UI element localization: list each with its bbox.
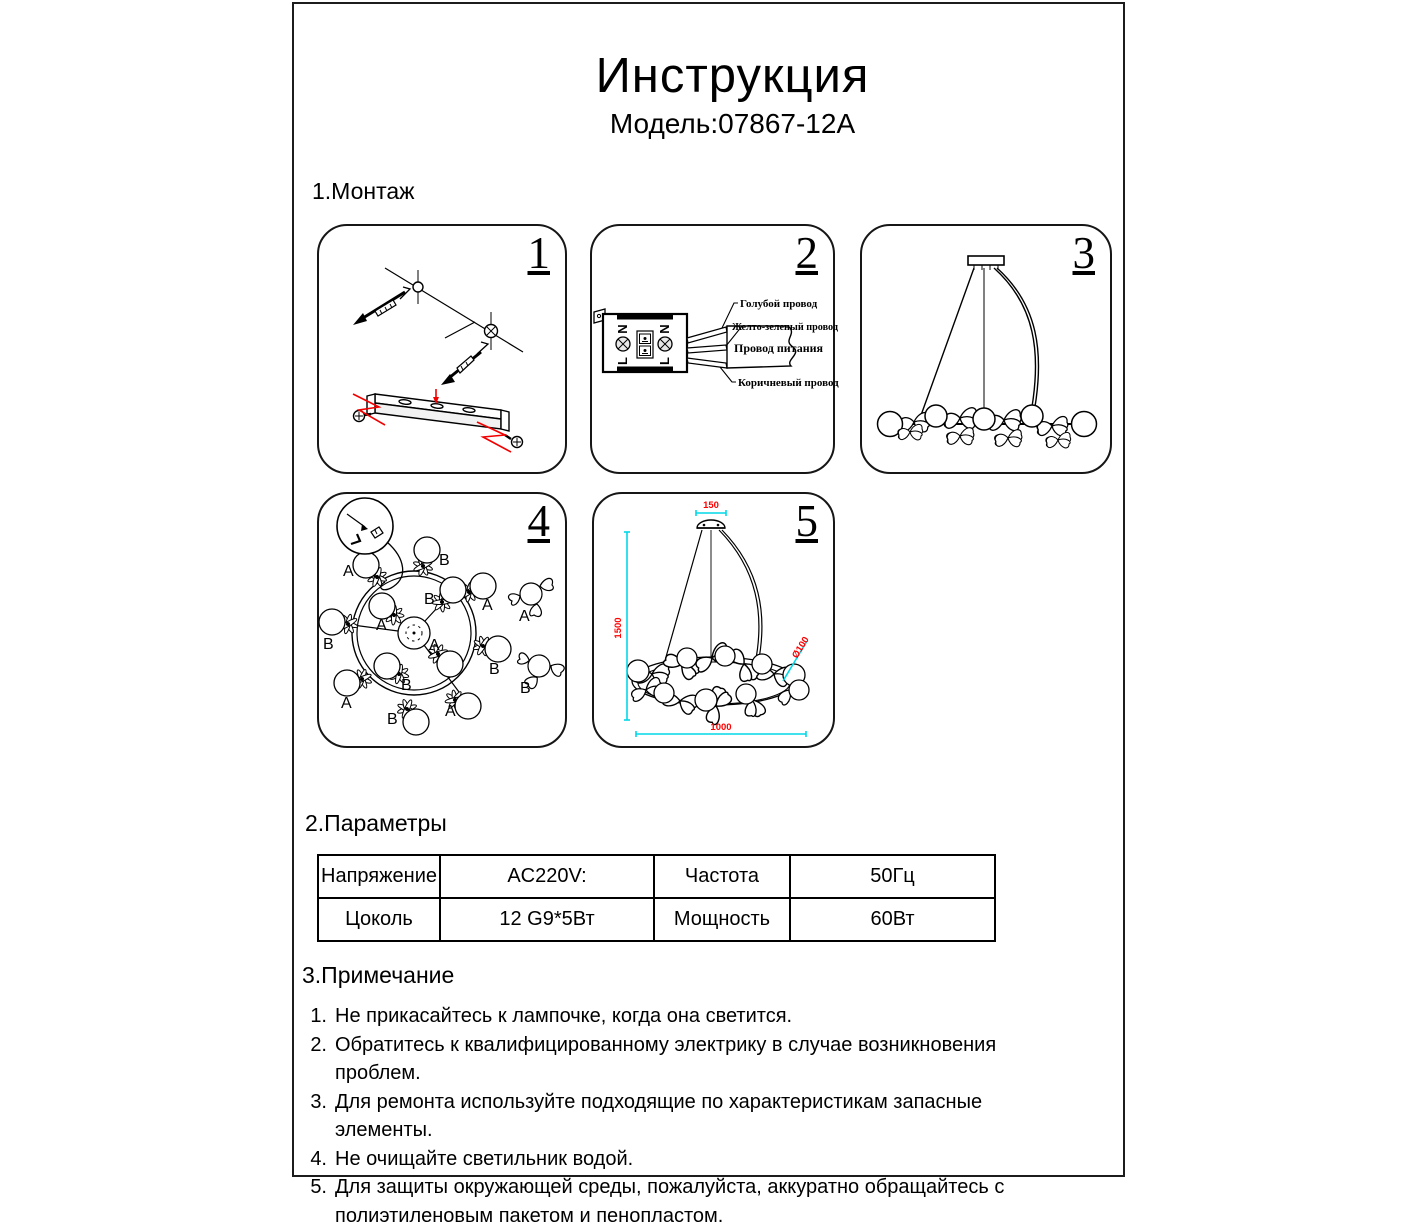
panel-number: 1 <box>527 228 550 278</box>
letter-b: B <box>489 661 500 678</box>
params-table <box>317 854 996 942</box>
table-row <box>318 855 995 898</box>
section-heading-params: 2.Параметры <box>305 810 447 836</box>
detail-clusters <box>507 578 566 697</box>
note-text: Для защиты окружающей среды, пожалуйста, аккуратно обращайтесь с полиэтиленовым пакетом и пенопластом. <box>335 1176 1005 1227</box>
section-heading-montage: 1.Монтаж <box>312 178 415 204</box>
cluster-b-label: B <box>520 680 531 697</box>
letter-a: A <box>343 563 354 580</box>
list-item <box>300 1002 1047 1031</box>
wire-blue-label: Голубой провод <box>740 298 818 310</box>
list-item <box>300 1031 1047 1088</box>
terminal-label-l-right: L <box>657 357 672 365</box>
terminal-label-l-left: L <box>615 357 630 365</box>
dim-canopy-width: 150 <box>703 500 719 511</box>
param-power-label: Мощность <box>654 898 790 941</box>
param-voltage-label: Напряжение <box>318 855 440 898</box>
table-row <box>318 898 995 941</box>
terminal-block <box>594 309 687 372</box>
letter-b: B <box>387 711 398 728</box>
wires <box>687 327 727 368</box>
screw-anchor-1 <box>353 287 410 325</box>
terminal-label-n-right: N <box>657 324 672 334</box>
panel-number: 2 <box>795 228 818 278</box>
panel-4-topview <box>317 492 567 748</box>
panel-number: 4 <box>527 496 550 546</box>
note-text: Для ремонта используйте подходящие по характеристикам запасные элементы. <box>335 1090 983 1141</box>
note-number: 2. <box>310 1033 327 1056</box>
cluster-a-label: A <box>519 608 530 625</box>
notes-list <box>300 1002 1047 1230</box>
letter-a: A <box>376 617 387 634</box>
letter-a: A <box>429 637 440 654</box>
hub <box>398 617 430 649</box>
note-number: 1. <box>310 1005 327 1027</box>
param-frequency-value: 50Гц <box>790 855 995 898</box>
dim-height: 1500 <box>613 617 624 639</box>
panel-number: 5 <box>795 496 818 546</box>
note-number: 5. <box>310 1176 327 1198</box>
chandelier-body <box>878 405 1097 448</box>
letter-b: B <box>323 636 334 653</box>
terminal-label-n-left: N <box>615 324 630 334</box>
panel-3-hanging <box>860 224 1112 474</box>
panel-5-dimensions <box>592 492 835 748</box>
panel-2-wiring <box>590 224 839 474</box>
wire-brown-label: Коричневый провод <box>738 377 839 389</box>
param-power-value: 60Вт <box>790 898 995 941</box>
panel-number: 3 <box>1072 228 1095 278</box>
param-socket-value: 12 G9*5Вт <box>440 898 654 941</box>
letter-b: B <box>401 677 412 694</box>
letter-a: A <box>482 597 493 614</box>
letter-b: B <box>439 552 450 569</box>
page-frame <box>292 2 1125 1227</box>
letter-b: B <box>424 591 435 608</box>
list-item <box>300 1088 1047 1145</box>
note-number: 3. <box>310 1090 327 1113</box>
panel-1-mounting <box>317 224 567 474</box>
param-frequency-label: Частота <box>654 855 790 898</box>
suspension-cables <box>664 530 762 664</box>
param-socket-label: Цоколь <box>318 898 440 941</box>
wire-yellow-green-label: Желто-зеленый провод <box>732 322 839 333</box>
dim-diameter: 1000 <box>710 722 732 733</box>
note-text: Не прикасайтесь к лампочке, когда она светится. <box>335 1005 793 1027</box>
mounting-bracket <box>367 394 509 431</box>
suspension-cables <box>920 268 1039 418</box>
wall-line <box>385 268 523 352</box>
note-number: 4. <box>310 1147 327 1170</box>
letter-a: A <box>341 695 352 712</box>
note-text: Не очищайте светильник водой. <box>335 1147 634 1170</box>
canopy <box>697 520 725 528</box>
dim-bulb-diameter: Ø100 <box>790 634 812 661</box>
letter-a: A <box>445 703 456 720</box>
screw-anchor-2 <box>441 342 488 385</box>
model-number: Модель:07867-12A <box>609 108 856 139</box>
drill-hole-marks <box>413 270 498 350</box>
note-text: Обратитесь к квалифицированному электрику в случае возникновения проблем. <box>335 1033 997 1084</box>
list-item <box>300 1173 1047 1230</box>
page-title: Инструкция <box>595 49 870 103</box>
section-heading-notes: 3.Примечание <box>302 962 455 988</box>
param-voltage-value: AC220V: <box>440 855 654 898</box>
wire-power-label: Провод питания <box>734 341 824 355</box>
list-item <box>300 1145 1047 1174</box>
